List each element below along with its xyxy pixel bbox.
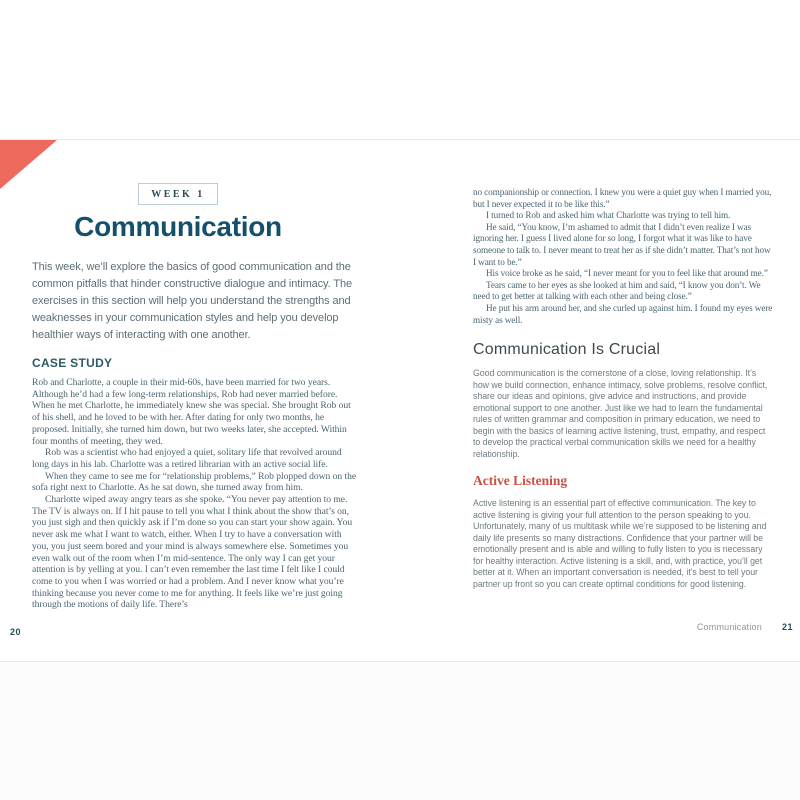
paragraph: He put his arm around her, and she curled up against him. I found my eyes were misty as well. — [473, 302, 773, 325]
chapter-title: Communication — [74, 211, 282, 242]
right-page-number: 21 — [781, 622, 793, 632]
paragraph: When they came to see me for “relationship problems,” Rob plopped down on the sofa right next to Charlotte. As he sat down, she turned away from him. — [32, 470, 357, 494]
right-page — [473, 139, 773, 590]
paragraph: no companionship or connection. I knew you were a quiet guy when I married you, but I never expected it to be like this.” — [473, 187, 772, 209]
paragraph: Rob was a scientist who had enjoyed a quiet, solitary life that revolved around long days in his lab. Charlotte was a retired librarian with an active social life. — [32, 447, 342, 470]
paragraph: He said, “You know, I’m ashamed to admit that I didn’t even realize I was ignoring her. I guess I lived alone for so long, I forgot what it was like to have someone to talk to. I never meant to treat her as if she didn’t matter. That’s not how I want to be.” — [473, 221, 771, 267]
chapter-intro: This week, we’ll explore the basics of good communication and the common pitfalls that hinder constructive dialogue and intimacy. The exercises in this section will help you understand the strengths and weaknesses in your communication styles and help you develop healthier ways of interacting with one another. — [32, 261, 353, 341]
paragraph: I turned to Rob and asked him what Charlotte was trying to tell him. — [486, 210, 731, 221]
paragraph: His voice broke as he said, “I never meant for you to feel like that around me.” — [486, 268, 768, 279]
subsection-heading: Active Listening — [473, 473, 568, 489]
left-page-number: 20 — [10, 627, 22, 637]
case-study-text — [32, 377, 358, 611]
paragraph: Tears came to her eyes as she looked at him and said, “I know you don’t. We need to get better at talking with each other and being close.” — [473, 279, 761, 302]
case-study-continued-text — [473, 187, 773, 326]
subsection-text: Active listening is an essential part of effective communication. The key to active listening is giving your full attention to the person speaking to you. Unfortunately, many of us multitask while we’re supposed to be listening and daily life presents so many distractions. Confidence that your partner will be emotionally present and is able and willing to fully listen to you is necessary for healthy interaction. Active listening is a skill, and, with practice, you’ll get better at it. When an important conversation is needed, it’s best to tell your partner up front so you can create optimal conditions for good listening. — [473, 498, 767, 589]
footer-right — [697, 622, 793, 632]
week-badge: WEEK 1 — [138, 183, 218, 205]
week-badge-row — [0, 183, 356, 205]
section-heading: Communication Is Crucial — [473, 341, 661, 359]
running-header: Communication — [696, 622, 762, 632]
footer-left — [10, 622, 21, 640]
paragraph: Charlotte wiped away angry tears as she spoke. “You never pay attention to me. The TV is always on. If I hit pause to tell you what I think about the show that’s on, you just sigh and then quickly ask if I’m done so you can start your show again. You never ask me what I want to watch, either. When I try to have a conversation with you, you just seem bored and your mind is always somewhere else. Sometimes you even walk out of the room when I’m mid-sentence. The only way I can get your attention is by yelling at you. I can’t even remember the last time I felt like I could come to you when I was worried or had a problem. And I never know what you’re thinking because you never come to me for anything. It feels like we’re just going through the motions of daily life. There’s — [32, 494, 353, 611]
paragraph: Rob and Charlotte, a couple in their mid-60s, have been married for two years. Although he’d had a few long-term relationships, Rob had never married before. When he met Charlotte, he immediately knew she was special. She brought Rob out of his shell, and he loved to be with her. After dating for only two months, he proposed. Initially, she turned him down, but two weeks later, she accepted. Within four months of meeting, they wed. — [32, 377, 351, 447]
case-study-heading: CASE STUDY — [32, 356, 113, 370]
section-text: Good communication is the cornerstone of a close, loving relationship. It’s how we build connection, enhance intimacy, solve problems, resolve conflict, share our ideas and opinions, give advice and instructions, and provide emotional support to one another. Just like we had to learn the fundamental rules of written grammar and composition in primary education, we need to begin with the basics of learning active listening, trust, empathy, and respect to develop the practical verbal communication skills we need for a healthy relationship. — [473, 368, 768, 459]
below-spread-background — [0, 662, 800, 800]
left-page — [0, 139, 356, 611]
spread-bottom-rule — [0, 661, 800, 662]
